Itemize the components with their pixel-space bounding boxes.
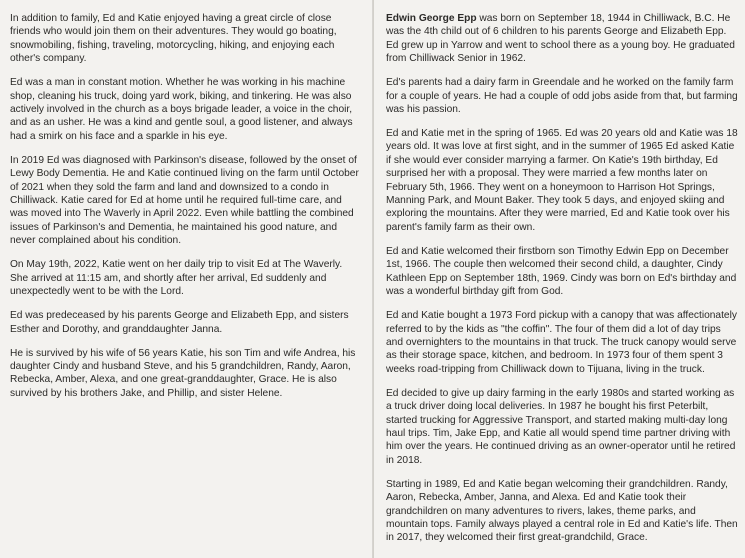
paragraph-trucking: Ed decided to give up dairy farming in the early 1980s and started working as a truck driver doing local deliveries. In 1987 he bought his first Peterbilt, started trucking for Aggressive Transport, and started making multi-day long haul trips. Tim, Jake Epp, and Katie all would spend time partner driving with him over the years. He continued driving as an owner-operator until he retired in 2018. [386,387,736,466]
paragraph-grandchildren: Starting in 1989, Ed and Katie began welcoming their grandchildren. Randy, Aaron, Rebecka, Amber, Janna, and Alexa. Ed and Katie took their grandchildren on many adventures to rivers, lakes, theme parks, and mountain tops. Family always played a central role in Ed and Katie's life. Then in 2017, they welcomed their first great-grandchild, Grace. [386,478,738,544]
intro-text: was born on September 18, 1944 in Chilliwack, B.C. He was the 4th child out of 6 children to his parents George and Elizabeth Epp. Ed grew up in Yarrow and went to school there as a young boy. He graduated from Chilliwack Senior in 1962. [386,13,735,65]
paragraph-dairy-farm: Ed's parents had a dairy farm in Greendale and he worked on the family farm for a couple of years. He had a couple of odd jobs aside from that, but farming was his passion. [386,77,738,116]
paragraph-diagnosis: In 2019 Ed was diagnosed with Parkinson's disease, followed by the onset of Lewy Body Dementia. He and Katie continued living on the farm until October of 2021 when they sold the farm and land and downsized to a condo in Chilliwack. Katie cared for Ed at home until he required full-time care, and was moved into The Waverly in April 2022. Even while battling the combined issues of Parkinson's and Dementia, he maintained his good nature, and never complained about his condition. [10,154,359,247]
deceased-name: Edwin George Epp [386,13,477,24]
paragraph-survived: He is survived by his wife of 56 years Katie, his son Tim and wife Andrea, his daughter Cindy and husband Steve, and his 5 grandchildren, Randy, Aaron, Rebecka, Amber, Alexa, and one great-granddaughter, Grace. He is also survived by his brothers Jake, and Phillip, and sister Helene. [10,347,356,399]
paragraph-predeceased: Ed was predeceased by his parents George and Elizabeth Epp, and sisters Esther and Dorothy, and granddaughter Janna. [10,310,349,335]
right-column [386,12,738,555]
left-column [10,12,362,411]
paragraph-children: Ed and Katie welcomed their firstborn son Timothy Edwin Epp on December 1st, 1966. The couple then welcomed their second child, a daughter, Cindy Kathleen Epp on September 18th, 1969. Cindy was born on Ed's birthday and was a wonderful birthday gift from God. [386,245,737,298]
paragraph-friends: In addition to family, Ed and Katie enjoyed having a great circle of close friends who would join them on their adventures. They would go boating, snowmobiling, fishing, traveling, motorcycling, hiking, and enjoying each other's company. [10,13,337,65]
paragraph-passing: On May 19th, 2022, Katie went on her daily trip to visit Ed at The Waverly. She arrived at 11:15 am, and shortly after her arrival, Ed suddenly and unexpectedly went to be with the Lord. [10,259,343,298]
paragraph-marriage: Ed and Katie met in the spring of 1965. Ed was 20 years old and Katie was 18 years old. It was love at first sight, and in the summer of 1965 Ed asked Katie if she would ever consider marrying a farmer. On Katie's 19th birthday, Ed surprised her with a proposal. They were married a few months later on February 5th, 1966. They went on a honeymoon to Harrison Hot Springs, Manning Park, and Mount Baker. They took 5 days, and enjoyed skiing and exploring the mountains. After they were married, Ed and Katie took over his parent's family farm as their own. [386,128,738,233]
paragraph-intro [386,12,738,66]
paragraph-pickup: Ed and Katie bought a 1973 Ford pickup with a canopy that was affectionately referred to by the kids as "the coffin". The four of them did a lot of day trips and overnighters to the mountains in that truck. The truck canopy would serve as their storage space, kitchen, and bedroom. In 1973 four of them spent 3 weeks road-tripping from Chilliwack down to Tijuana, living in the truck. [386,310,737,375]
paragraph-motion: Ed was a man in constant motion. Whether he was working in his machine shop, cleaning his truck, doing yard work, biking, and tinkering. He was also actively involved in the church as a boys brigade leader, a voice in the choir, and as an usher. He was a kind and gentle soul, a good listener, and always had a smirk on his face and a sparkle in his eye. [10,77,353,142]
page-fold [372,0,374,558]
